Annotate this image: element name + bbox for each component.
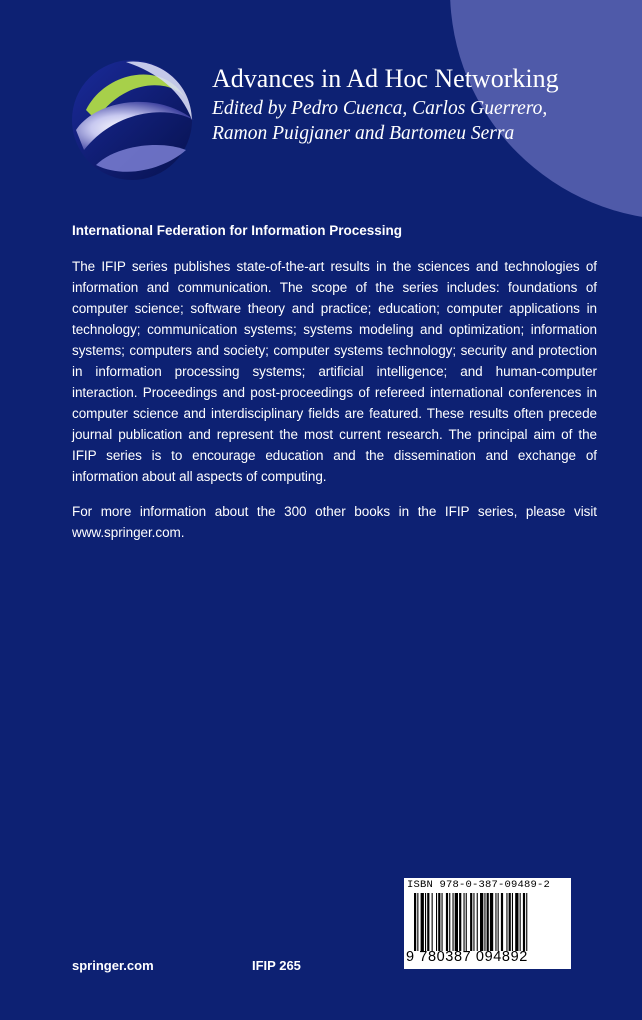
barcode-bar — [427, 893, 429, 951]
barcode-bar — [442, 893, 443, 951]
description-section — [72, 222, 597, 557]
barcode-bar — [526, 893, 527, 951]
barcode-bar — [515, 893, 518, 951]
barcode-bar — [477, 893, 478, 951]
editors — [212, 96, 632, 146]
barcode-bar — [473, 893, 474, 951]
barcode-bar — [501, 893, 503, 951]
barcode-bar — [512, 893, 513, 951]
series-description: The IFIP series publishes state-of-the-art results in the sciences and technologies of information and communication. The scope of the series includes: foundations of computer science; software theory and practice; education; computer applications in technology; communication systems; systems modeling and optimization; information systems; computers and society; computer systems technology; security and protection in information processing systems; artificial intelligence; and human-computer interaction. Proceedings and post-proceedings of refereed international conferences in computer science and interdisciplinary fields are featured. These results often precede journal publication and represent the most current research. The principal aim of the IFIP series is to encourage education and the dissemination and exchange of information about all aspects of computing. — [72, 259, 597, 484]
barcode-bar — [438, 893, 440, 951]
barcode-bar — [459, 893, 461, 951]
barcode-bar — [432, 893, 433, 951]
barcode-bar — [417, 893, 418, 951]
isbn-barcode — [404, 878, 571, 969]
series-number: IFIP 265 — [252, 958, 301, 973]
isbn-label: ISBN 978-0-387-09489-2 — [407, 879, 551, 891]
barcode-bar — [506, 893, 507, 951]
barcode-bar — [480, 893, 483, 951]
editors-line-1: Edited by Pedro Cuenca, Carlos Guerrero, — [212, 98, 548, 119]
barcode-bar — [453, 893, 454, 951]
barcode-bar — [436, 893, 437, 951]
barcode-bar — [495, 893, 496, 951]
publisher-website: springer.com — [72, 958, 154, 973]
ifip-globe-logo-icon — [66, 50, 198, 186]
editors-line-2: Ramon Puigjaner and Bartomeu Serra — [212, 123, 515, 144]
barcode-bar — [523, 893, 525, 951]
barcode-bar — [470, 893, 472, 951]
barcode-bar — [449, 893, 450, 951]
barcode-bar — [425, 893, 426, 951]
more-info-text: For more information about the 300 other books in the IFIP series, please visit www.springer.com. — [72, 504, 597, 540]
barcode-bar — [421, 893, 424, 951]
barcode-bar — [487, 893, 489, 951]
barcode-bar — [414, 893, 416, 951]
book-title: Advances in Ad Hoc Networking — [212, 64, 559, 93]
barcode-bar — [466, 893, 467, 951]
barcode-bar — [455, 893, 458, 951]
barcode-bar — [484, 893, 485, 951]
barcode-digits: 9 780387 094892 — [406, 949, 528, 965]
organization-heading: International Federation for Information Processing — [72, 223, 403, 238]
barcode-bar — [509, 893, 511, 951]
barcode-bar — [446, 893, 448, 951]
barcode-bar — [490, 893, 493, 951]
barcode-bar — [520, 893, 521, 951]
barcode-bar — [498, 893, 499, 951]
barcode-bars — [414, 893, 566, 951]
title-block — [212, 64, 632, 146]
barcode-bar — [464, 893, 465, 951]
